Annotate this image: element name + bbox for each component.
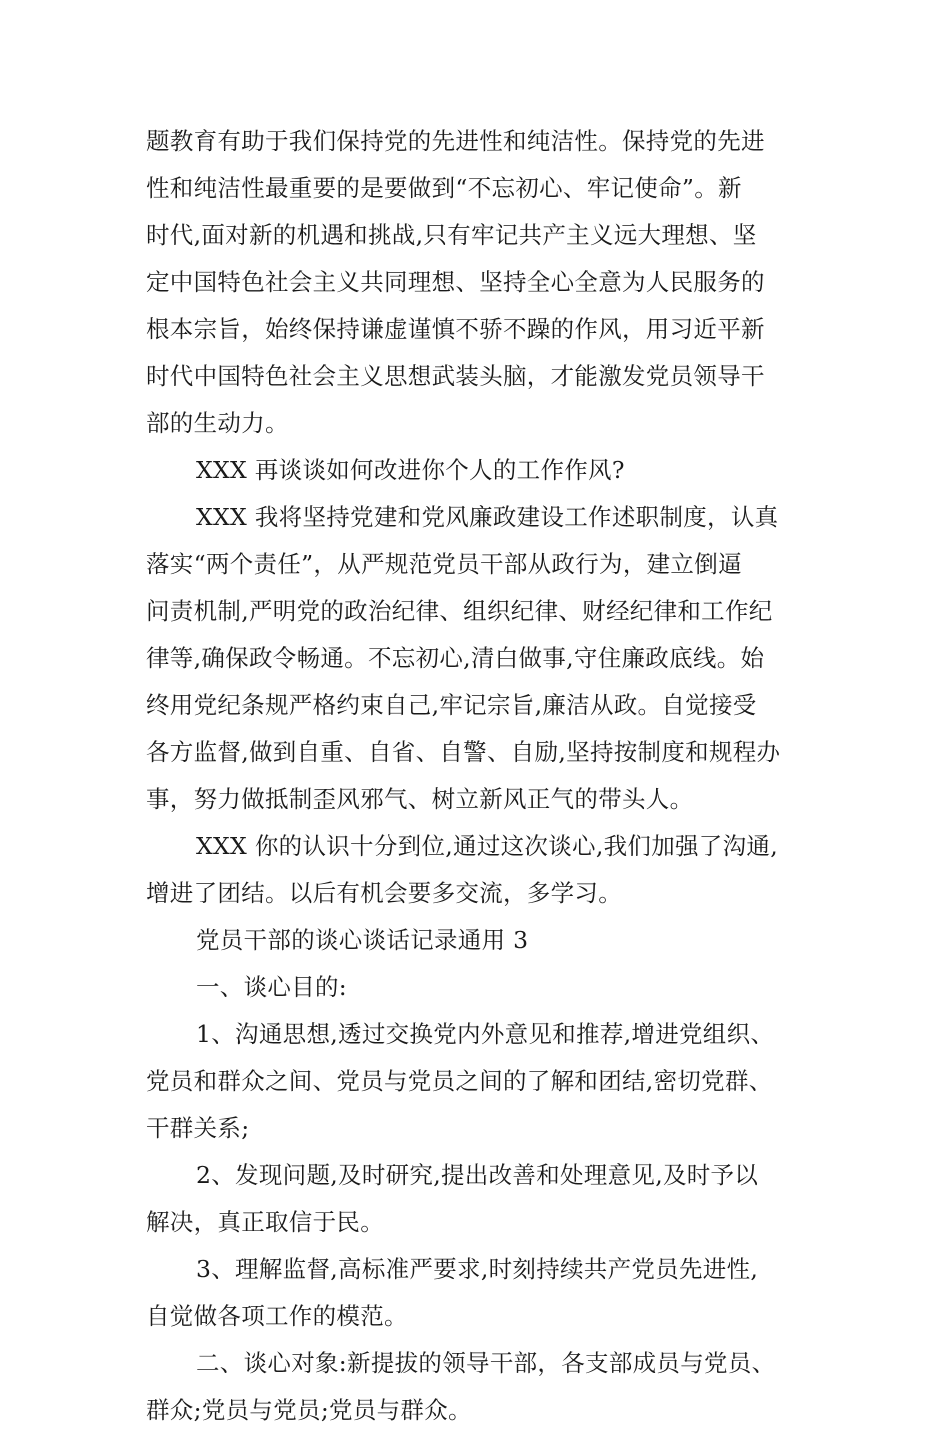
question-line: XXX 再谈谈如何改进你个人的工作作风? — [196, 456, 625, 484]
answer-line-6: 各方监督,做到自重、自省、自警、自励,坚持按制度和规程办 — [146, 738, 781, 766]
answer-line-5: 终用党纪条规严格约束自己,牢记宗旨,廉洁从政。自觉接受 — [146, 691, 757, 719]
text-line-7: 部的生动力。 — [146, 409, 289, 437]
text-line-5: 根本宗旨，始终保持谦虚谨慎不骄不躁的作风，用习近平新 — [146, 315, 765, 343]
target-heading-line-1: 二、谈心对象:新提拔的领导干部，各支部成员与党员、 — [196, 1349, 776, 1377]
text-line-2: 性和纯洁性最重要的是要做到“不忘初心、牢记使命”。新 — [146, 174, 742, 202]
purpose-item-3-line-2: 自觉做各项工作的模范。 — [146, 1302, 408, 1330]
purpose-heading: 一、谈心目的: — [196, 973, 348, 1001]
answer-line-3: 问责机制,严明党的政治纪律、组织纪律、财经纪律和工作纪 — [146, 597, 773, 625]
text-line-6: 时代中国特色社会主义思想武装头脑，才能激发党员领导干 — [146, 362, 765, 390]
purpose-item-1-line-1: 1、沟通思想,透过交换党内外意见和推荐,增进党组织、 — [196, 1020, 775, 1048]
closing-line-1: XXX 你的认识十分到位,通过这次谈心,我们加强了沟通, — [196, 832, 778, 860]
purpose-item-2-line-2: 解决，真正取信于民。 — [146, 1208, 384, 1236]
text-line-3: 时代,面对新的机遇和挑战,只有牢记共产主义远大理想、坚 — [146, 221, 757, 249]
document-page — [146, 118, 812, 1434]
purpose-item-1-line-3: 干群关系; — [146, 1114, 250, 1142]
answer-line-4: 律等,确保政令畅通。不忘初心,清白做事,守住廉政底线。始 — [146, 644, 765, 672]
target-heading-line-2: 群众;党员与党员;党员与群众。 — [146, 1396, 472, 1424]
answer-line-1: XXX 我将坚持党建和党风廉政建设工作述职制度，认真 — [196, 503, 779, 531]
section-heading: 党员干部的谈心谈话记录通用 3 — [196, 926, 529, 954]
text-line-1: 题教育有助于我们保持党的先进性和纯洁性。保持党的先进 — [146, 127, 765, 155]
purpose-item-2-line-1: 2、发现问题,及时研究,提出改善和处理意见,及时予以 — [196, 1161, 759, 1189]
answer-line-2: 落实“两个责任”，从严规范党员干部从政行为，建立倒逼 — [146, 550, 742, 578]
purpose-item-3-line-1: 3、理解监督,高标准严要求,时刻持续共产党员先进性, — [196, 1255, 759, 1283]
purpose-item-1-line-2: 党员和群众之间、党员与党员之间的了解和团结,密切党群、 — [146, 1067, 773, 1095]
text-line-4: 定中国特色社会主义共同理想、坚持全心全意为人民服务的 — [146, 268, 765, 296]
answer-line-7: 事，努力做抵制歪风邪气、树立新风正气的带头人。 — [146, 785, 694, 813]
closing-line-2: 增进了团结。以后有机会要多交流，多学习。 — [146, 879, 622, 907]
